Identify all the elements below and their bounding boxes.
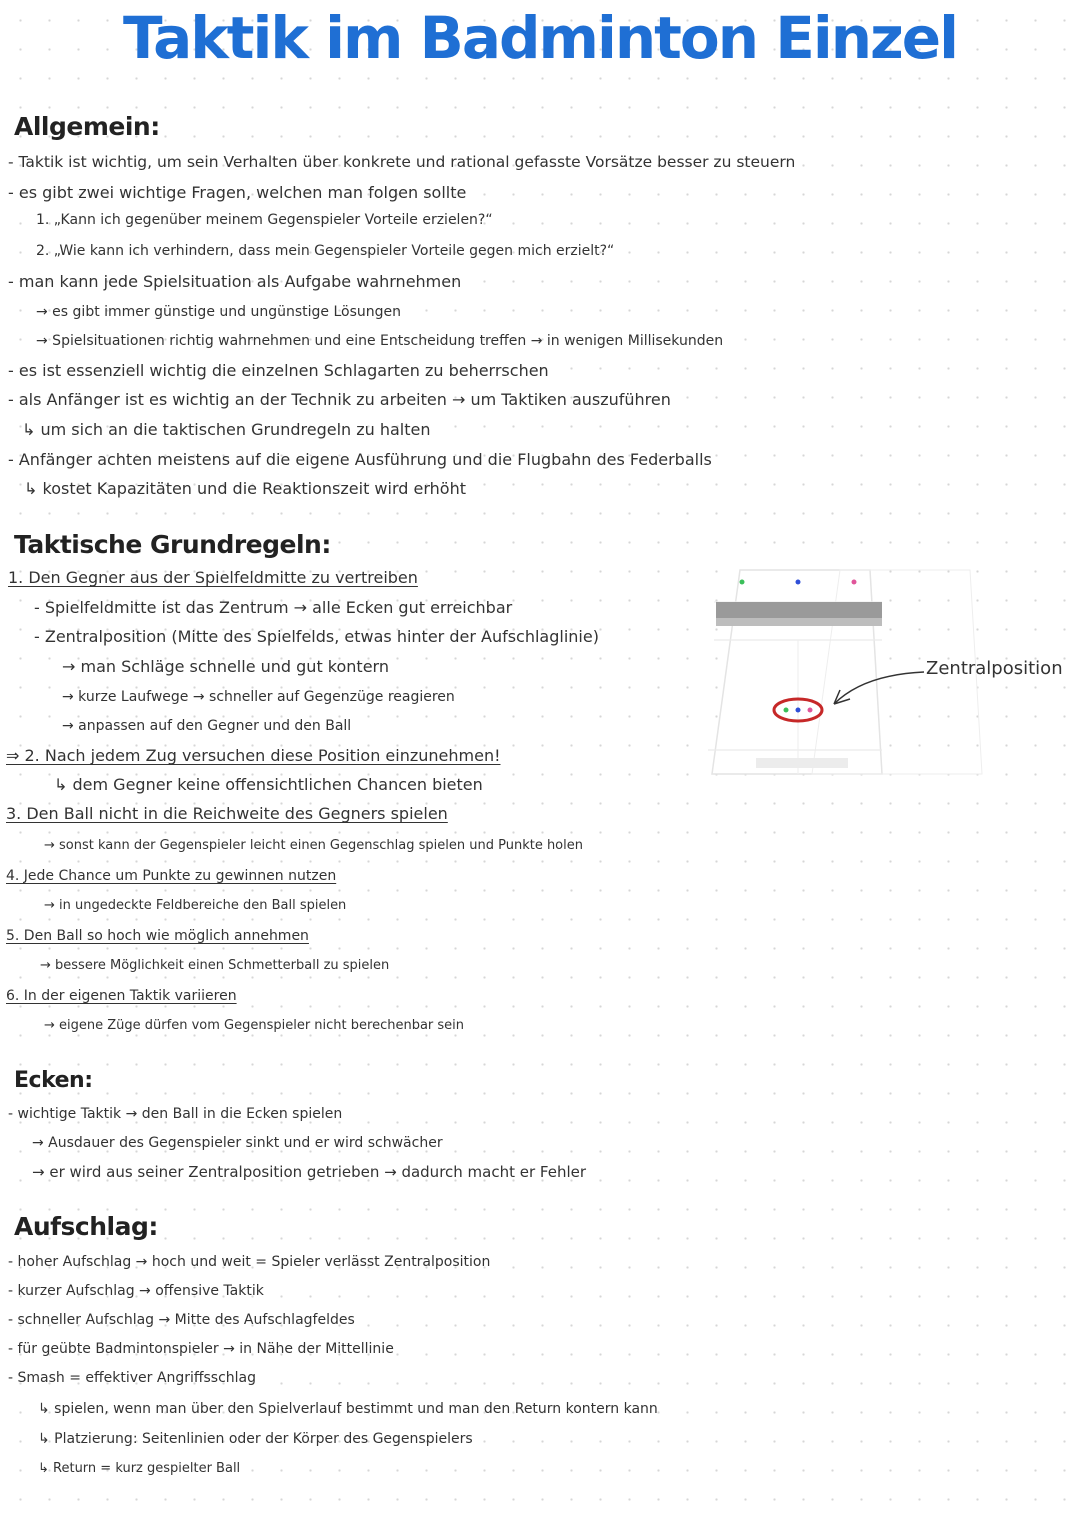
allgemein-line: - man kann jede Spielsituation als Aufgabe wahrnehmen bbox=[8, 272, 462, 291]
heading-allgemein: Allgemein: bbox=[14, 112, 160, 141]
page-title: Taktik im Badminton Einzel bbox=[123, 4, 957, 72]
allgemein-line: → Spielsituationen richtig wahrnehmen und eine Entscheidung treffen → in wenigen Millisekunden bbox=[36, 333, 724, 349]
court-outline bbox=[712, 570, 882, 774]
grundregel-line: ⇒ 2. Nach jedem Zug versuchen diese Position einzunehmen! bbox=[6, 746, 501, 765]
aufschlag-line: - für geübte Badmintonspieler → in Nähe der Mittellinie bbox=[8, 1341, 394, 1357]
corner-dot-green bbox=[740, 580, 745, 585]
grundregel-line: - Spielfeldmitte ist das Zentrum → alle Ecken gut erreichbar bbox=[34, 598, 513, 617]
aufschlag-line: - schneller Aufschlag → Mitte des Aufschlagfeldes bbox=[8, 1312, 355, 1328]
court-base-label bbox=[756, 758, 848, 768]
figure-label-zentralposition: Zentralposition bbox=[926, 658, 1063, 679]
allgemein-line: - es gibt zwei wichtige Fragen, welchen man folgen sollte bbox=[8, 183, 467, 202]
ecken-line: - wichtige Taktik → den Ball in die Ecken spielen bbox=[8, 1106, 343, 1122]
heading-ecken: Ecken: bbox=[14, 1068, 93, 1093]
grundregel-line: - Zentralposition (Mitte des Spielfelds, etwas hinter der Aufschlaglinie) bbox=[34, 627, 599, 646]
aufschlag-line: ↳ spielen, wenn man über den Spielverlauf bestimmt und man den Return kontern kann bbox=[38, 1401, 658, 1417]
grundregel-line: → bessere Möglichkeit einen Schmetterball zu spielen bbox=[40, 958, 390, 973]
aufschlag-line: - Smash = effektiver Angriffsschlag bbox=[8, 1370, 257, 1386]
allgemein-line: → es gibt immer günstige und ungünstige Lösungen bbox=[36, 304, 401, 320]
allgemein-line: - Taktik ist wichtig, um sein Verhalten über konkrete und rational gefasste Vorsätze besser zu steuern bbox=[8, 153, 796, 171]
grundregel-line: → anpassen auf den Gegner und den Ball bbox=[62, 718, 352, 734]
grundregel-line: 5. Den Ball so hoch wie möglich annehmen bbox=[6, 928, 309, 944]
grundregel-line: → man Schläge schnelle und gut kontern bbox=[62, 657, 389, 676]
grundregel-line: 4. Jede Chance um Punkte zu gewinnen nutzen bbox=[6, 868, 337, 884]
grundregel-line: ↳ dem Gegner keine offensichtlichen Chancen bieten bbox=[54, 775, 483, 794]
grundregel-line: → eigene Züge dürfen vom Gegenspieler nicht berechenbar sein bbox=[44, 1018, 465, 1033]
grundregel-line: 1. Den Gegner aus der Spielfeldmitte zu vertreiben bbox=[8, 568, 418, 587]
allgemein-line: ↳ kostet Kapazitäten und die Reaktionszeit wird erhöht bbox=[24, 479, 466, 498]
grundregel-line: 6. In der eigenen Taktik variieren bbox=[6, 988, 237, 1004]
allgemein-line: - es ist essenziell wichtig die einzelnen Schlagarten zu beherrschen bbox=[8, 361, 549, 380]
ecken-line: → er wird aus seiner Zentralposition getrieben → dadurch macht er Fehler bbox=[32, 1163, 587, 1181]
grundregel-line: → kurze Laufwege → schneller auf Gegenzüge reagieren bbox=[62, 689, 455, 705]
allgemein-line: 2. „Wie kann ich verhindern, dass mein Gegenspieler Vorteile gegen mich erzielt?“ bbox=[36, 243, 615, 259]
heading-aufschlag: Aufschlag: bbox=[14, 1212, 158, 1241]
ecken-line: → Ausdauer des Gegenspieler sinkt und er wird schwächer bbox=[32, 1135, 443, 1151]
corner-dot-blue bbox=[796, 580, 801, 585]
aufschlag-line: ↳ Return = kurz gespielter Ball bbox=[38, 1461, 241, 1476]
aufschlag-line: ↳ Platzierung: Seitenlinien oder der Körper des Gegenspielers bbox=[38, 1431, 473, 1447]
heading-grundregeln: Taktische Grundregeln: bbox=[14, 530, 331, 559]
allgemein-line: 1. „Kann ich gegenüber meinem Gegenspieler Vorteile erzielen?“ bbox=[36, 212, 493, 228]
grundregel-line: → sonst kann der Gegenspieler leicht einen Gegenschlag spielen und Punkte holen bbox=[44, 838, 583, 853]
aufschlag-line: - kurzer Aufschlag → offensive Taktik bbox=[8, 1283, 264, 1299]
grundregel-line: 3. Den Ball nicht in die Reichweite des Gegners spielen bbox=[6, 804, 448, 823]
aufschlag-line: - hoher Aufschlag → hoch und weit = Spieler verlässt Zentralposition bbox=[8, 1254, 491, 1270]
corner-dot-pink bbox=[852, 580, 857, 585]
grundregel-line: → in ungedeckte Feldbereiche den Ball spielen bbox=[44, 898, 347, 913]
allgemein-line: - als Anfänger ist es wichtig an der Technik zu arbeiten → um Taktiken auszuführen bbox=[8, 390, 671, 409]
allgemein-line: - Anfänger achten meistens auf die eigene Ausführung und die Flugbahn des Federballs bbox=[8, 450, 712, 469]
allgemein-line: ↳ um sich an die taktischen Grundregeln zu halten bbox=[22, 420, 431, 439]
